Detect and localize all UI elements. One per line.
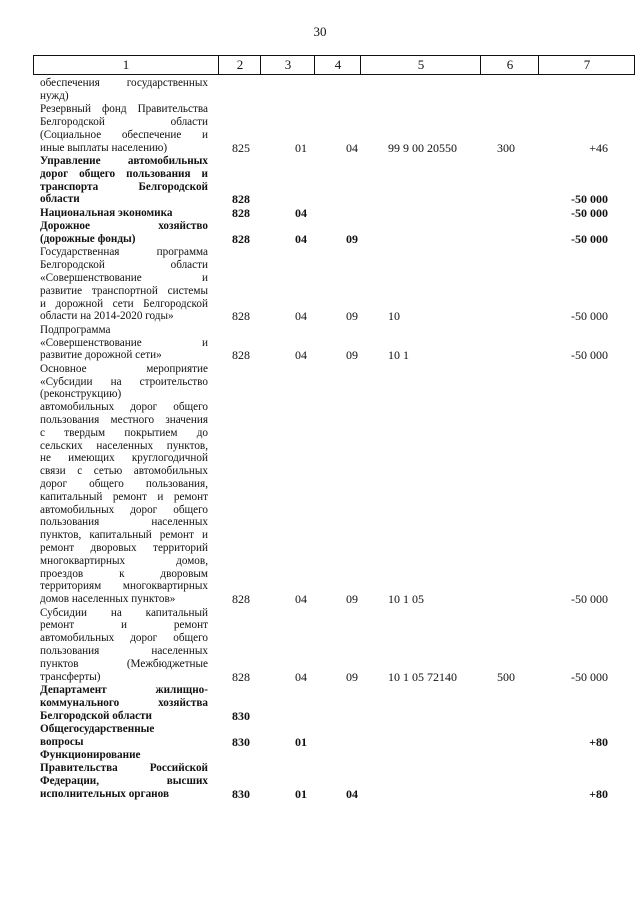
row-cell-c3: 04 [295,592,307,607]
row-name-line: Государственная программа [40,246,208,259]
row-cell-c7: +80 [589,734,608,749]
row-name-line: «Совершенствование и [40,336,208,349]
row-name-line: пользования местного значения [40,414,208,426]
row-name-line: области на 2014-2020 годы» [40,310,174,323]
row-name-line: нужд) [40,89,69,102]
row-name-line: автомобильных дорог общего [40,503,208,516]
header-col-3: 3 [260,56,315,74]
header-col-2: 2 [218,56,261,74]
row-name-line: Департамент жилищно- [40,684,208,696]
row-name-line: развитие дорожной сети» [40,349,162,362]
header-col-6: 6 [480,56,539,74]
row-cell-c7: +80 [589,786,608,801]
row-cell-c5: 99 9 00 20550 [388,140,457,155]
header-col-4: 4 [314,56,361,74]
row-name-line: обеспечения государственных [40,77,208,89]
row-name-line: (реконструкцию) [40,388,122,401]
row-cell-c2: 830 [232,734,250,749]
header-col-5: 5 [360,56,481,74]
row-cell-c4: 04 [346,786,358,801]
row-cell-c3: 01 [295,734,307,749]
row-name-line: (дорожные фонды) [40,233,136,245]
row-cell-c7: -50 000 [571,232,608,246]
row-cell-c2: 830 [232,786,250,801]
header-col-7: 7 [538,56,635,74]
row-cell-c2: 828 [232,232,250,246]
row-name-line: пунктов, капитальный ремонт и [40,529,208,542]
row-name-line: дорог общего пользования и [40,167,208,180]
row-cell-c2: 828 [232,592,250,607]
row-name-line: «Совершенствование и [40,272,208,284]
row-cell-c6: 300 [497,140,515,155]
row-name-line: территориям многоквартирных [40,580,208,593]
row-name-line: «Субсидии на строительство [40,375,208,388]
row-name-line: исполнительных органов [40,787,169,800]
row-name-line: капитальный ремонт и ремонт [40,490,208,503]
row-name-line: не имеющих круглогодичной [40,452,208,465]
row-cell-c2: 828 [232,192,250,207]
row-name-line: развитие транспортной системы [40,284,208,297]
row-name-line: Правительства Российской [40,762,208,774]
header-col-1: 1 [122,57,130,72]
row-name-line: Основное мероприятие [40,362,208,375]
row-name-line: ремонт дворовых территорий [40,542,208,554]
row-name-line: (Социальное обеспечение и [40,128,208,141]
row-cell-c4: 09 [346,669,358,684]
row-name-line: Белгородской области [40,259,208,272]
row-name-line: Национальная экономика [40,206,173,219]
row-cell-c5: 10 1 05 72140 [388,669,457,684]
row-name-line: ремонт и ремонт [40,619,208,632]
row-cell-c2: 828 [232,669,250,684]
row-name-line: коммунального хозяйства [40,696,208,709]
row-cell-c4: 09 [346,348,358,363]
row-name-line: автомобильных дорог общего [40,401,208,414]
row-cell-c2: 828 [232,205,250,220]
row-name-line: Белгородской области [40,709,152,722]
row-name-line: дорог общего пользования, [40,478,208,490]
row-name-line: пользования населенных [40,645,208,657]
row-name-line: Дорожное хозяйство [40,220,208,233]
row-cell-c7: -50 000 [571,669,608,684]
row-name-line: пользования населенных [40,516,208,529]
row-name-line: и дорожной сети Белгородской [40,297,208,310]
row-name-line: многоквартирных домов, [40,554,208,567]
row-cell-c5: 10 1 05 [388,592,424,607]
row-cell-c7: -50 000 [571,348,608,363]
row-cell-c5: 10 1 [388,348,409,363]
row-name-line: Субсидии на капитальный [40,606,208,619]
row-cell-c7: -50 000 [571,309,608,324]
row-name-line: Общегосударственные [40,723,155,735]
row-name-line: автомобильных дорог общего [40,632,208,645]
row-cell-c7: +46 [589,140,608,155]
page-number: 30 [313,24,327,39]
row-cell-c3: 01 [295,786,307,801]
row-name-line: Белгородской области [40,116,208,128]
row-name-line: области [40,193,80,206]
row-cell-c2: 828 [232,309,250,324]
row-cell-c3: 04 [295,309,307,324]
row-cell-c5: 10 [388,309,400,324]
row-name-line: связи с сетью автомобильных [40,465,208,478]
row-cell-c4: 09 [346,309,358,324]
row-name-line: проездов к дворовым [40,567,208,580]
row-name-line: вопросы [40,735,84,748]
row-cell-c7: -50 000 [571,205,608,220]
row-cell-c3: 04 [295,232,307,246]
row-name-line: трансферты) [40,670,101,683]
row-name-line: сельских населенных пунктов, [40,439,208,452]
row-name-line: Подпрограмма [40,323,111,336]
row-name-line: с твердым покрытием до [40,426,208,439]
table-header-row [33,55,635,75]
row-cell-c4: 09 [346,592,358,607]
row-cell-c3: 04 [295,205,307,220]
row-name-line: Резервный фонд Правительства [40,103,208,116]
row-cell-c2: 825 [232,140,250,155]
row-cell-c2: 828 [232,348,250,363]
row-name-line: Федерации, высших [40,774,208,787]
row-name-line: Функционирование [40,749,141,762]
row-cell-c4: 09 [346,232,358,246]
row-name-line: иные выплаты населению) [40,141,168,154]
row-cell-c7: -50 000 [571,592,608,607]
row-cell-c4: 04 [346,140,358,155]
row-name-line: пунктов (Межбюджетные [40,657,208,670]
row-cell-c3: 04 [295,348,307,363]
row-cell-c7: -50 000 [571,192,608,207]
row-cell-c2: 830 [232,708,250,723]
row-cell-c3: 04 [295,669,307,684]
row-name-line: Управление автомобильных [40,155,208,167]
row-name-line: домов населенных пунктов» [40,593,176,606]
row-name-line: транспорта Белгородской [40,180,208,193]
row-cell-c3: 01 [295,140,307,155]
row-cell-c6: 500 [497,669,515,684]
